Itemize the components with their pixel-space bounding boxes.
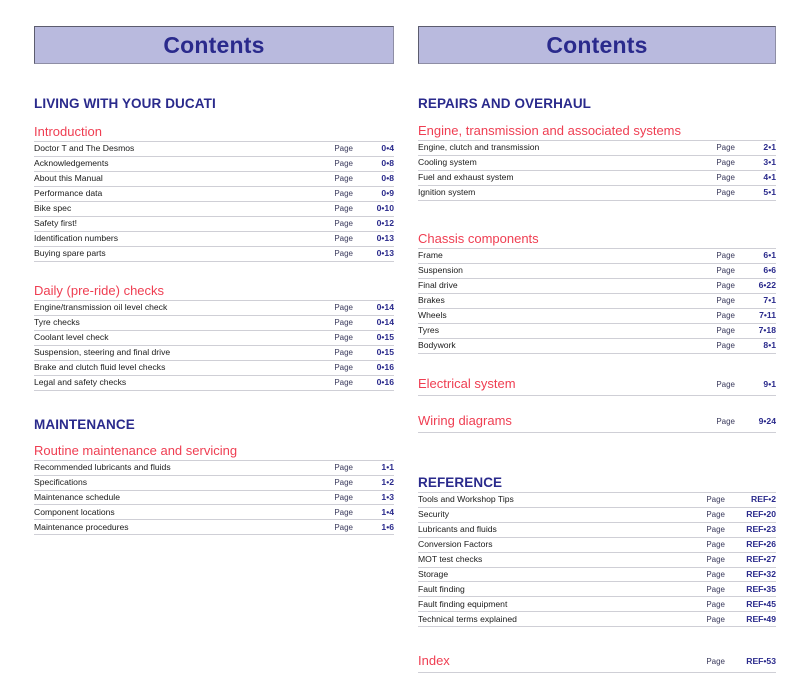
- section-title-reference: REFERENCE: [418, 474, 503, 490]
- group-title-introduction: Introduction: [34, 124, 102, 139]
- toc-entry-label: Brake and clutch fluid level checks: [34, 363, 166, 373]
- toc-row[interactable]: [418, 553, 776, 568]
- toc-entry-label: Tools and Workshop Tips: [418, 495, 514, 505]
- toc-entry-page-number: 2•1: [763, 142, 776, 153]
- standalone-chapter-rows: [418, 376, 776, 433]
- toc-entry-label: Maintenance schedule: [34, 492, 120, 502]
- toc-row[interactable]: [418, 156, 776, 171]
- toc-entry-label: Technical terms explained: [418, 614, 517, 624]
- toc-entry-label: Cooling system: [418, 158, 477, 168]
- section-title-repairs-and-overhaul: REPAIRS AND OVERHAUL: [418, 96, 592, 111]
- toc-list-chassis-components: [418, 248, 776, 354]
- toc-entry-page-word: Page: [716, 188, 735, 198]
- toc-row[interactable]: [34, 172, 394, 187]
- chapter-row-index[interactable]: [418, 653, 776, 673]
- toc-entry-label: Doctor T and The Desmos: [34, 144, 135, 154]
- toc-entry-label: Tyre checks: [34, 318, 80, 328]
- toc-entry-page-word: Page: [334, 477, 353, 487]
- chapter-row-page-word: Page: [706, 657, 725, 667]
- toc-row[interactable]: [418, 339, 776, 354]
- section-title-maintenance: MAINTENANCE: [34, 416, 135, 432]
- left-page-banner-title: Contents: [163, 31, 265, 58]
- toc-row[interactable]: [34, 520, 394, 535]
- group-title-engine-transmission-and-associated-systems: Engine, transmission and associated systems: [418, 123, 682, 138]
- toc-entry-page-number: 0•12: [376, 218, 394, 229]
- toc-entry-label: Acknowledgements: [34, 159, 109, 169]
- toc-row[interactable]: [34, 301, 394, 316]
- toc-entry-label: Fuel and exhaust system: [418, 173, 514, 183]
- toc-row[interactable]: [34, 346, 394, 361]
- toc-row[interactable]: [34, 361, 394, 376]
- toc-entry-page-word: Page: [706, 539, 725, 549]
- toc-entry-page-number: 1•1: [381, 461, 394, 472]
- toc-row[interactable]: [34, 461, 394, 476]
- toc-entry-page-word: Page: [334, 522, 353, 532]
- toc-entry-label: Suspension, steering and final drive: [34, 348, 171, 358]
- toc-entry-label: Brakes: [418, 296, 445, 306]
- toc-row[interactable]: [418, 171, 776, 186]
- toc-entry-label: Wheels: [418, 311, 447, 321]
- toc-row[interactable]: [418, 186, 776, 201]
- toc-row[interactable]: [34, 476, 394, 491]
- toc-entry-label: Specifications: [34, 477, 88, 487]
- toc-row[interactable]: [418, 597, 776, 612]
- toc-entry-page-word: Page: [706, 599, 725, 609]
- toc-entry-page-number: 8•1: [763, 340, 776, 351]
- toc-row[interactable]: [34, 142, 394, 157]
- right-page-banner-title: Contents: [546, 31, 648, 58]
- toc-row[interactable]: [34, 376, 394, 391]
- toc-entry-page-number: 0•13: [376, 233, 394, 244]
- toc-entry-page-word: Page: [716, 326, 735, 336]
- toc-entry-label: Final drive: [418, 281, 458, 291]
- toc-row[interactable]: [418, 582, 776, 597]
- toc-entry-page-word: Page: [334, 234, 353, 244]
- toc-entry-page-number: REF•23: [746, 523, 776, 534]
- toc-row[interactable]: [34, 491, 394, 506]
- toc-entry-label: Engine/transmission oil level check: [34, 303, 168, 313]
- toc-entry-page-number: REF•32: [746, 568, 776, 579]
- toc-entry-label: Coolant level check: [34, 333, 109, 343]
- toc-row[interactable]: [418, 264, 776, 279]
- toc-entry-label: Component locations: [34, 507, 115, 517]
- toc-entry-page-word: Page: [334, 174, 353, 184]
- toc-entry-page-word: Page: [334, 318, 353, 328]
- toc-entry-page-number: 7•11: [759, 310, 776, 321]
- toc-row[interactable]: [418, 508, 776, 523]
- group-title-routine-maintenance-and-servicing: Routine maintenance and servicing: [34, 442, 238, 458]
- toc-entry-label: Lubricants and fluids: [418, 524, 497, 534]
- toc-entry-page-word: Page: [716, 341, 735, 351]
- toc-row[interactable]: [34, 316, 394, 331]
- toc-row[interactable]: [418, 294, 776, 309]
- toc-entry-label: MOT test checks: [418, 554, 483, 564]
- toc-entry-page-word: Page: [706, 495, 725, 505]
- toc-entry-page-word: Page: [716, 266, 735, 276]
- toc-entry-label: Security: [418, 510, 450, 520]
- toc-entry-label: Storage: [418, 569, 449, 579]
- toc-entry-page-number: 0•16: [376, 376, 394, 387]
- toc-entry-page-number: 0•15: [376, 332, 394, 343]
- toc-entry-page-number: 0•13: [376, 248, 394, 259]
- toc-entry-page-number: 7•18: [758, 325, 776, 336]
- toc-entry-label: Frame: [418, 251, 443, 261]
- toc-row[interactable]: [34, 157, 394, 172]
- toc-entry-label: Tyres: [418, 326, 440, 336]
- toc-entry-page-number: REF•2: [751, 494, 776, 505]
- toc-row[interactable]: [34, 187, 394, 202]
- toc-entry-page-word: Page: [334, 348, 353, 358]
- toc-entry-page-number: 0•4: [381, 143, 394, 154]
- toc-row[interactable]: [34, 232, 394, 247]
- toc-entry-page-word: Page: [706, 614, 725, 624]
- toc-entry-page-word: Page: [716, 143, 735, 153]
- toc-entry-page-number: 7•1: [763, 295, 776, 306]
- toc-entry-page-number: 0•9: [381, 188, 394, 199]
- chapter-row-page-word: Page: [716, 416, 735, 426]
- toc-entry-page-word: Page: [334, 219, 353, 229]
- group-title-daily-pre-ride-checks: Daily (pre-ride) checks: [34, 282, 165, 298]
- toc-row[interactable]: [418, 141, 776, 156]
- toc-list-reference: [418, 492, 776, 628]
- toc-entry-page-number: 0•16: [376, 362, 394, 373]
- toc-entry-page-number: 3•1: [763, 157, 776, 168]
- toc-entry-page-word: Page: [334, 363, 353, 373]
- chapter-row-label: Electrical system: [418, 375, 516, 391]
- toc-entry-page-word: Page: [706, 554, 725, 564]
- toc-entry-page-number: 0•8: [381, 158, 394, 169]
- toc-entry-page-number: 1•3: [381, 491, 394, 502]
- toc-row[interactable]: [418, 493, 776, 508]
- chapter-row-page-number: 9•1: [763, 378, 776, 389]
- chapter-row-electrical-system[interactable]: [418, 376, 776, 396]
- toc-row[interactable]: [34, 331, 394, 346]
- toc-entry-page-number: 0•14: [376, 317, 394, 328]
- toc-entry-label: Recommended lubricants and fluids: [34, 462, 171, 472]
- toc-entry-page-word: Page: [334, 507, 353, 517]
- toc-entry-page-number: 6•6: [763, 265, 776, 276]
- toc-list-engine-transmission: [418, 140, 776, 201]
- toc-entry-page-word: Page: [334, 492, 353, 502]
- chapter-row-label: Wiring diagrams: [418, 412, 512, 428]
- toc-entry-label: Bike spec: [34, 204, 72, 214]
- toc-entry-page-number: 1•6: [381, 521, 394, 532]
- toc-entry-page-word: Page: [334, 189, 353, 199]
- toc-entry-page-number: REF•20: [746, 509, 776, 520]
- toc-entry-label: Bodywork: [418, 341, 456, 351]
- chapter-row-label: Index: [418, 653, 450, 669]
- toc-entry-page-word: Page: [716, 296, 735, 306]
- toc-entry-page-word: Page: [334, 159, 353, 169]
- toc-entry-label: Performance data: [34, 189, 103, 199]
- toc-entry-page-number: 0•8: [381, 173, 394, 184]
- toc-entry-label: Buying spare parts: [34, 249, 106, 259]
- left-page-contents-banner: [34, 26, 394, 64]
- toc-entry-page-number: REF•49: [746, 613, 776, 624]
- toc-entry-label: Fault finding: [418, 584, 465, 594]
- toc-entry-label: Legal and safety checks: [34, 377, 127, 387]
- toc-row[interactable]: [418, 612, 776, 627]
- toc-entry-page-word: Page: [334, 303, 353, 313]
- toc-entry-page-word: Page: [334, 144, 353, 154]
- toc-entry-page-number: 1•4: [381, 506, 394, 517]
- toc-entry-page-word: Page: [706, 584, 725, 594]
- toc-entry-page-word: Page: [716, 158, 735, 168]
- toc-entry-page-number: 1•2: [381, 476, 394, 487]
- toc-row[interactable]: [34, 505, 394, 520]
- toc-entry-page-word: Page: [334, 333, 353, 343]
- toc-row[interactable]: [418, 324, 776, 339]
- toc-entry-page-word: Page: [334, 249, 353, 259]
- toc-entry-page-number: REF•26: [746, 538, 776, 549]
- toc-entry-page-word: Page: [334, 462, 353, 472]
- toc-entry-page-number: REF•45: [746, 598, 776, 609]
- toc-entry-page-word: Page: [706, 569, 725, 579]
- section-title-living-with-your-ducati: LIVING WITH YOUR DUCATI: [34, 96, 216, 111]
- toc-entry-label: Conversion Factors: [418, 539, 493, 549]
- chapter-row-page-number: REF•53: [746, 656, 776, 667]
- group-title-chassis-components: Chassis components: [418, 230, 539, 246]
- toc-list-routine-maintenance: [34, 460, 394, 536]
- toc-entry-label: Suspension: [418, 266, 463, 276]
- toc-entry-label: Maintenance procedures: [34, 522, 129, 532]
- toc-entry-page-number: 0•10: [376, 203, 394, 214]
- toc-entry-page-word: Page: [334, 204, 353, 214]
- toc-entry-label: Identification numbers: [34, 234, 119, 244]
- toc-entry-page-word: Page: [716, 173, 735, 183]
- toc-entry-page-word: Page: [716, 251, 735, 261]
- toc-entry-page-number: 6•22: [758, 280, 776, 291]
- chapter-row-page-word: Page: [716, 379, 735, 389]
- toc-entry-page-number: 0•14: [376, 302, 394, 313]
- toc-entry-page-number: 0•15: [376, 347, 394, 358]
- index-row-block: [418, 653, 776, 673]
- toc-row[interactable]: [418, 279, 776, 294]
- toc-row[interactable]: [34, 247, 394, 262]
- left-page: [0, 0, 402, 542]
- toc-entry-page-word: Page: [706, 524, 725, 534]
- toc-row[interactable]: [418, 568, 776, 583]
- toc-row[interactable]: [34, 217, 394, 232]
- toc-entry-label: Engine, clutch and transmission: [418, 143, 540, 153]
- toc-entry-page-number: REF•35: [746, 583, 776, 594]
- right-page-contents-banner: [418, 26, 776, 64]
- toc-entry-label: Fault finding equipment: [418, 599, 508, 609]
- toc-list-introduction: [34, 141, 394, 262]
- toc-entry-page-number: REF•27: [746, 553, 776, 564]
- chapter-row-page-number: 9•24: [758, 415, 776, 426]
- toc-entry-page-word: Page: [706, 510, 725, 520]
- toc-entry-label: Safety first!: [34, 219, 77, 229]
- toc-row[interactable]: [418, 309, 776, 324]
- toc-row[interactable]: [418, 523, 776, 538]
- toc-entry-page-word: Page: [334, 377, 353, 387]
- toc-entry-page-number: 6•1: [763, 250, 776, 261]
- toc-entry-page-number: 5•1: [763, 187, 776, 198]
- toc-entry-label: Ignition system: [418, 188, 476, 198]
- right-page: [402, 0, 800, 669]
- toc-entry-page-word: Page: [716, 281, 735, 291]
- toc-entry-page-word: Page: [716, 311, 735, 321]
- toc-row[interactable]: [418, 249, 776, 264]
- toc-row[interactable]: [34, 202, 394, 217]
- toc-entry-label: About this Manual: [34, 174, 103, 184]
- toc-entry-page-number: 4•1: [763, 172, 776, 183]
- toc-list-daily-pre-ride-checks: [34, 300, 394, 391]
- chapter-row-wiring-diagrams[interactable]: [418, 413, 776, 433]
- toc-row[interactable]: [418, 538, 776, 553]
